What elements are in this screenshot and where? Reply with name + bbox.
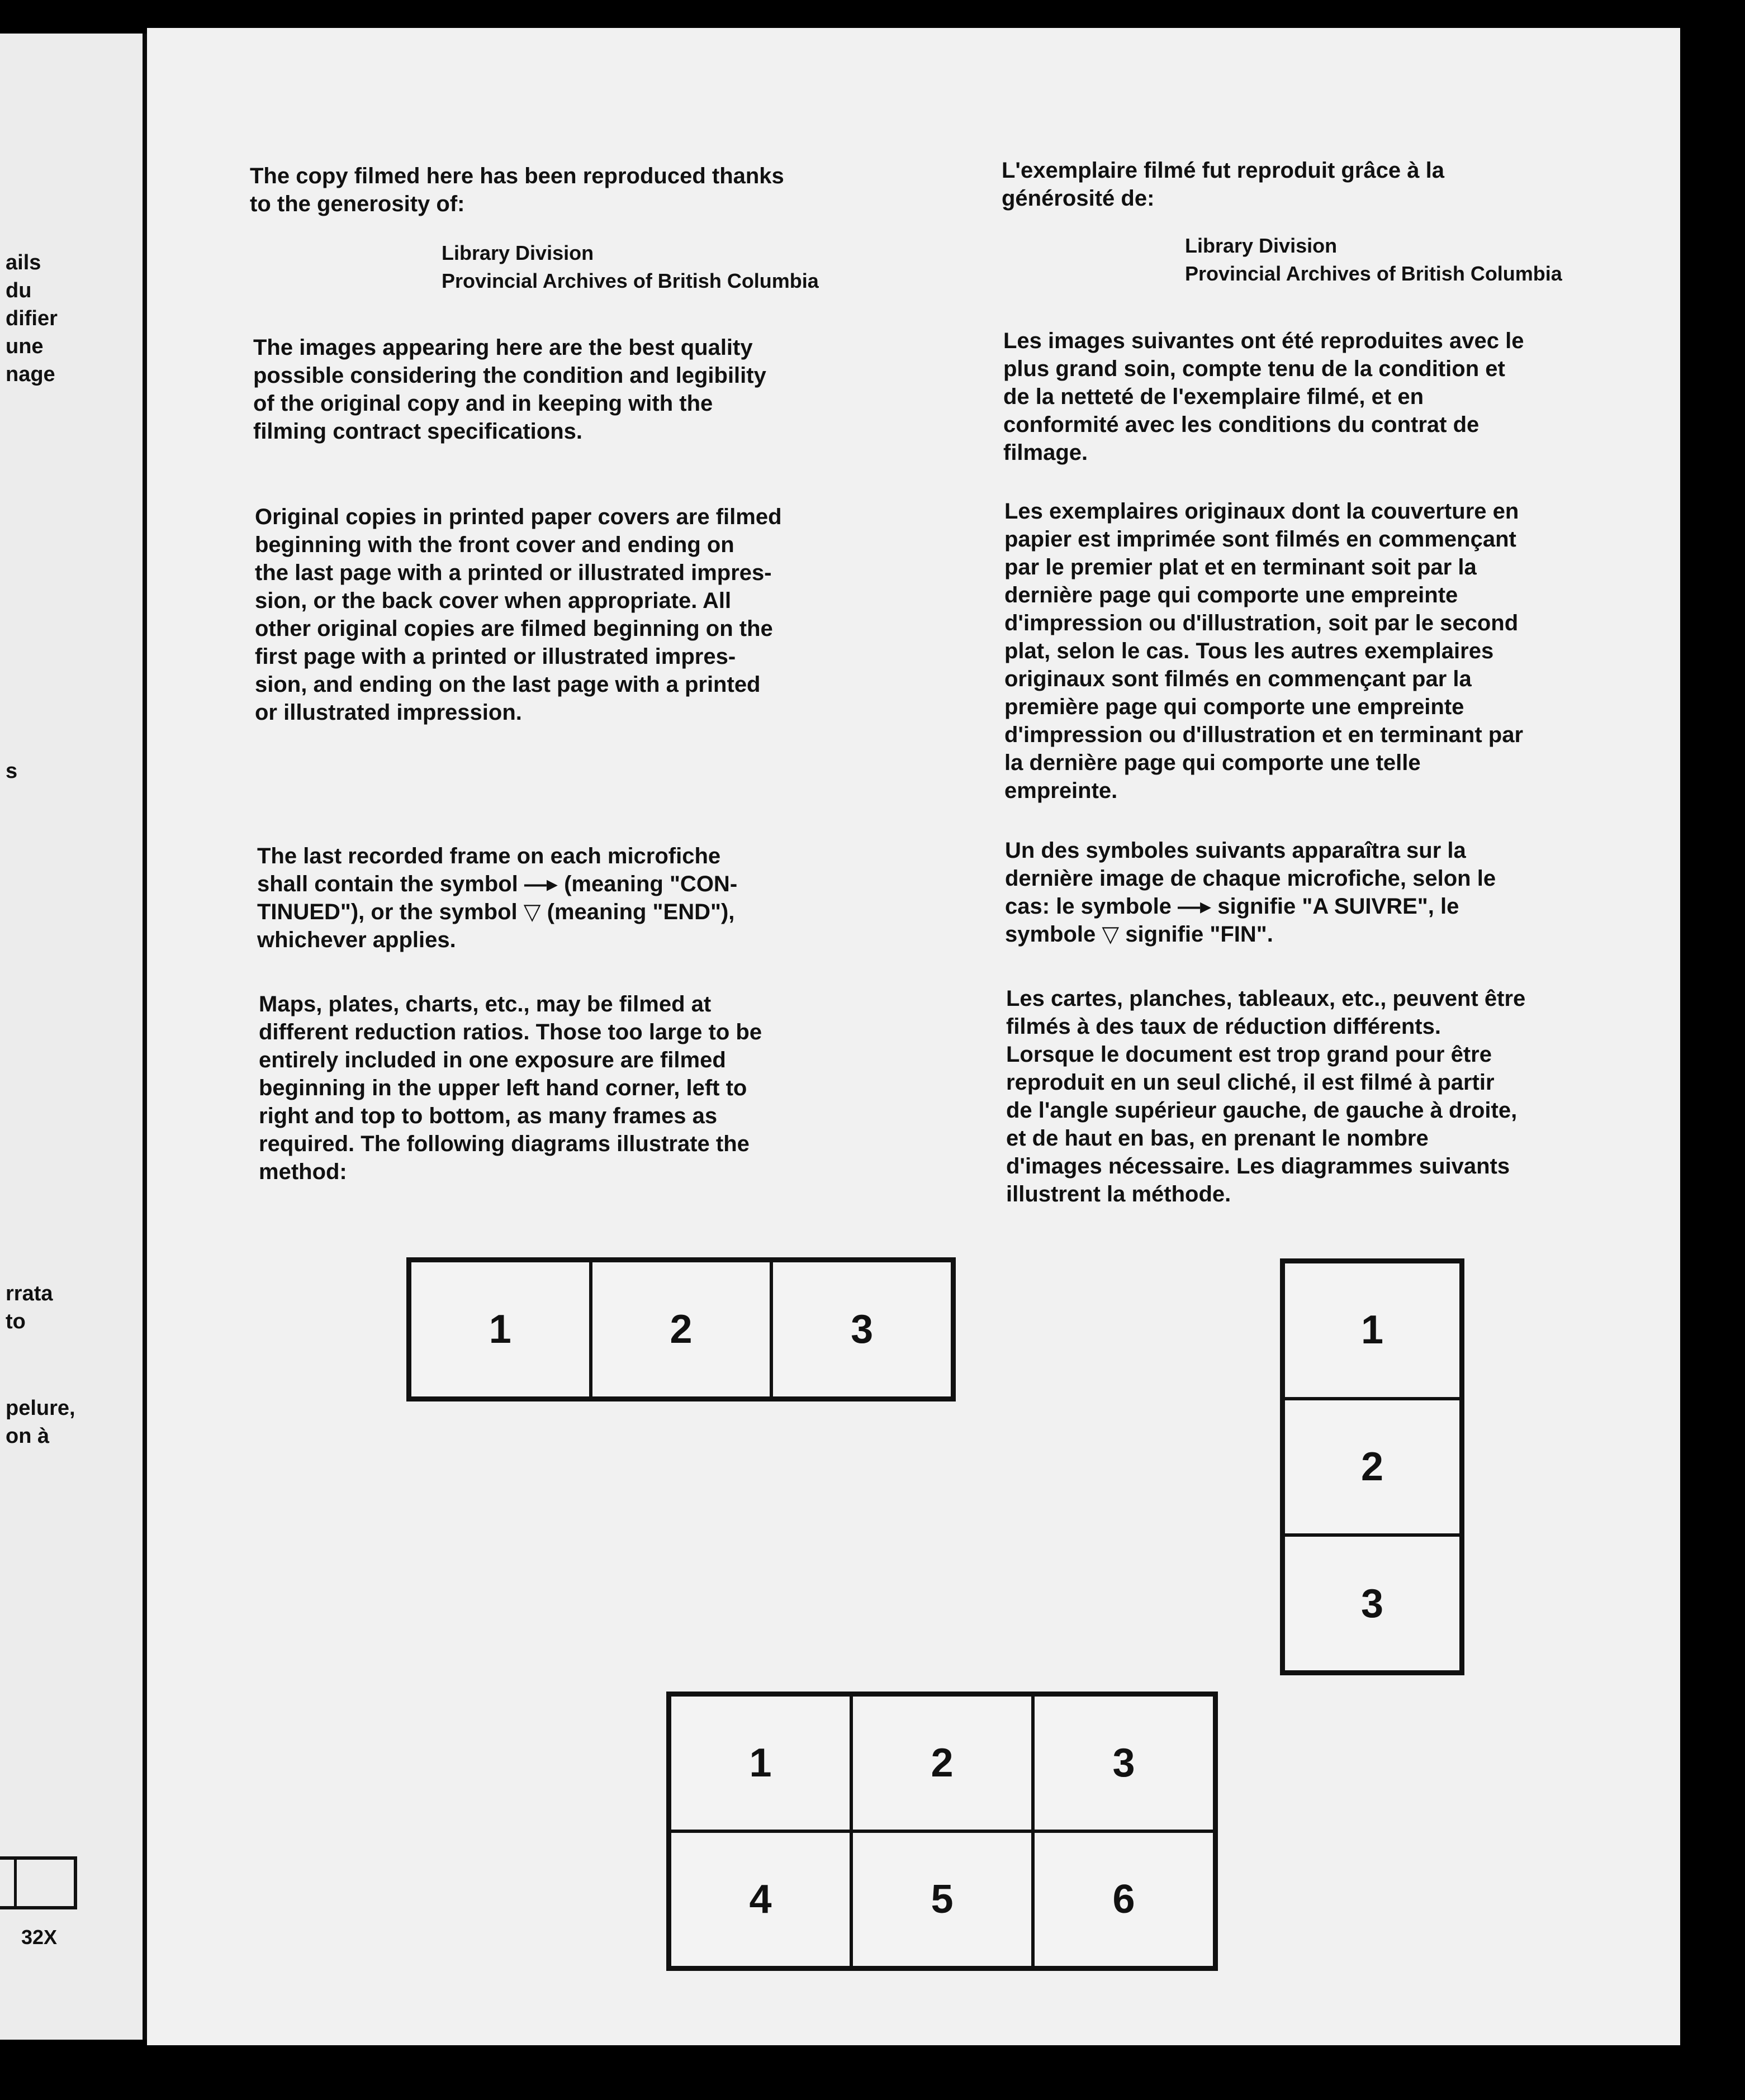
diagram-grid bbox=[666, 1692, 1218, 1971]
left-strip-lower-fragments-b: pelure, on à bbox=[6, 1396, 75, 1448]
diagram-horizontal bbox=[406, 1257, 956, 1401]
english-originals-paragraph: Original copies in printed paper covers are filmed beginning with the front cover and ending on the last page with a printed or illustrated impres- sion, or the back cover when appropriate. All other original copies are filmed beginning on the first page with a printed or illustrated impres- sion, and ending on the last page with a printed or illustrated impression. bbox=[255, 505, 782, 725]
diagram-cell: 2 bbox=[591, 1261, 772, 1398]
diagram-cell: 2 bbox=[1283, 1399, 1461, 1536]
diagram-cell: 5 bbox=[851, 1831, 1033, 1968]
diagram-vertical bbox=[1280, 1258, 1464, 1675]
english-credit: Library Division Provincial Archives of British Columbia bbox=[442, 241, 819, 292]
french-quality-paragraph: Les images suivantes ont été reproduites avec le plus grand soin, compte tenu de la condition et de la netteté de l'exemplaire filmé, et en conformité avec les conditions du contrat de filmage. bbox=[1003, 329, 1524, 465]
left-strip-lower-fragments-a: rrata to bbox=[6, 1282, 53, 1333]
left-strip-upper-fragments: ails du difier une nage bbox=[6, 251, 58, 386]
reduction-label: 32X bbox=[21, 1926, 58, 1949]
diagram-cell: 1 bbox=[670, 1695, 851, 1831]
diagram-cell: 3 bbox=[1033, 1695, 1215, 1831]
diagram-cell: 6 bbox=[1033, 1831, 1215, 1968]
diagram-cell: 2 bbox=[851, 1695, 1033, 1831]
reduction-box bbox=[0, 1856, 77, 1909]
diagram-cell: 3 bbox=[1283, 1535, 1461, 1672]
diagram-cell: 1 bbox=[410, 1261, 591, 1398]
english-symbols-paragraph: The last recorded frame on each microfiche shall contain the symbol —▸ (meaning "CON- TINUED"), or the symbol ▽ (meaning "END"), whichever applies. bbox=[257, 844, 738, 952]
french-symbols-paragraph: Un des symboles suivants apparaîtra sur la dernière image de chaque microfiche, selon le cas: le symbole —▸ signifie "A SUIVRE", le symbole ▽ signifie "FIN". bbox=[1005, 838, 1496, 947]
french-originals-paragraph: Les exemplaires originaux dont la couverture en papier est imprimée sont filmés en commençant par le premier plat et en terminant soit par la dernière page qui comporte une empreinte d'impression ou d'illustration, soit par le second plat, selon le cas. Tous les autres exemplaires originaux sont filmés en commençant par la première page qui comporte une empreinte d'impression ou d'illustration et en terminant par la dernière page qui comporte une telle empreinte. bbox=[1004, 499, 1524, 803]
english-intro: The copy filmed here has been reproduced thanks to the generosity of: bbox=[250, 164, 784, 216]
reduction-box-divider bbox=[14, 1860, 17, 1906]
french-intro: L'exemplaire filmé fut reproduit grâce à la générosité de: bbox=[1002, 158, 1444, 211]
english-maps-paragraph: Maps, plates, charts, etc., may be filmed at different reduction ratios. Those too large to be entirely included in one exposure are filmed beginning in the upper left hand corner, left to right and top to bottom, as many frames as required. The following diagrams illustrate the method: bbox=[259, 992, 762, 1184]
english-quality-paragraph: The images appearing here are the best quality possible considering the condition and legibility of the original copy and in keeping with the filming contract specifications. bbox=[253, 335, 766, 444]
french-credit: Library Division Provincial Archives of British Columbia bbox=[1185, 234, 1562, 285]
page-fold-line bbox=[143, 34, 147, 2040]
diagram-cell: 4 bbox=[670, 1831, 851, 1968]
diagram-cell: 3 bbox=[771, 1261, 952, 1398]
diagram-cell: 1 bbox=[1283, 1262, 1461, 1399]
french-maps-paragraph: Les cartes, planches, tableaux, etc., peuvent être filmés à des taux de réduction différents. Lorsque le document est trop grand pour être reproduit en un seul cliché, il est filmé à partir de l'angle supérieur gauche, de gauche à droite, et de haut en bas, en prenant le nombre d'images nécessaire. Les diagrammes suivants illustrent la méthode. bbox=[1006, 986, 1526, 1206]
left-strip-middle-fragment: s bbox=[6, 759, 18, 783]
